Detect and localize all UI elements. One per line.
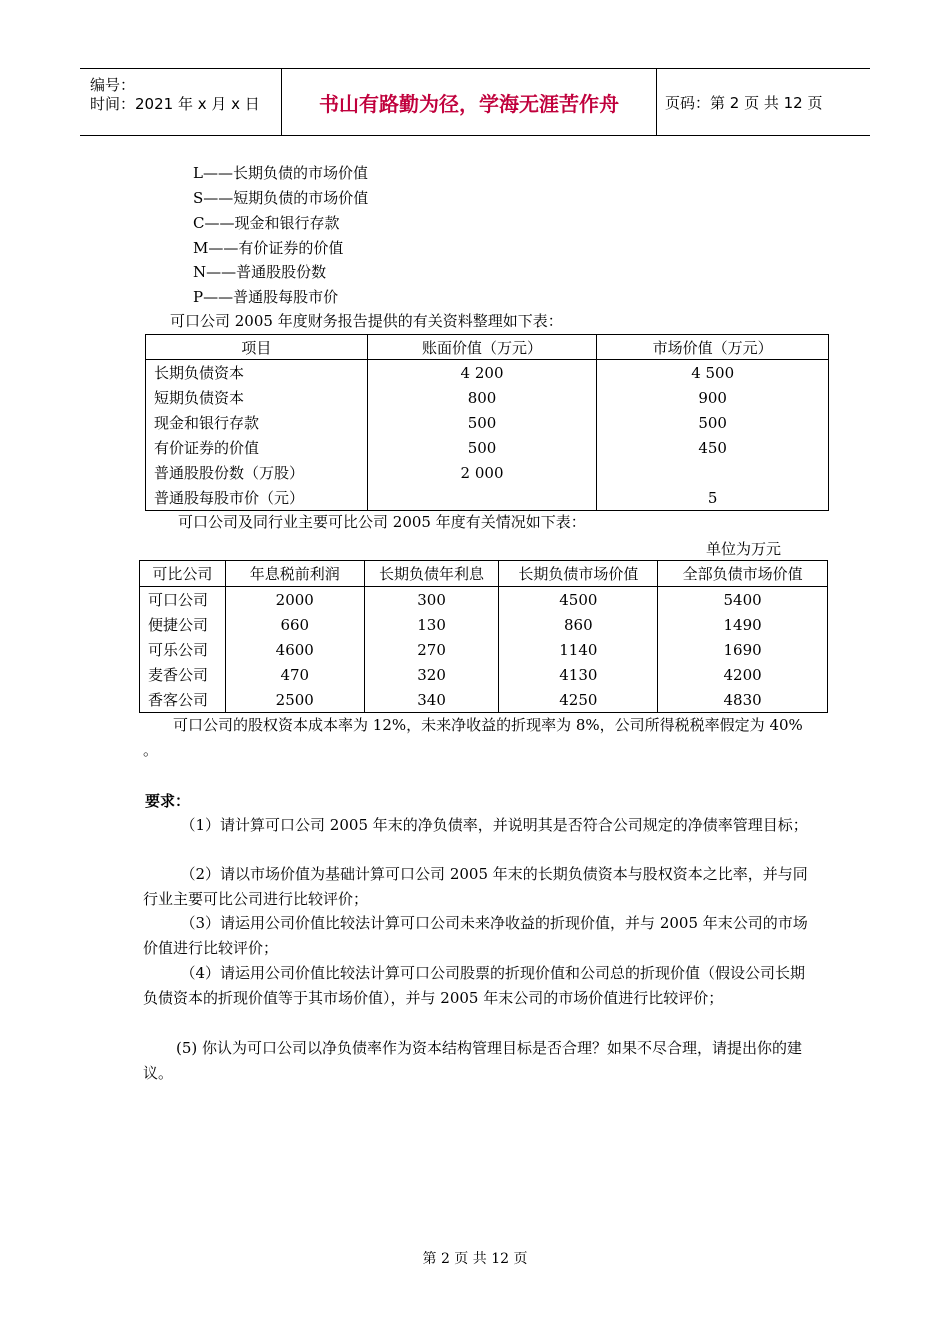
total-debt-value: 4200 [658,662,828,687]
book-value: 800 [367,385,597,410]
requirement-item: （2）请以市场价值为基础计算可口公司 2005 年末的长期负债资本与股权资本之比率，并与同行业主要可比公司进行比较评价； [143,865,808,908]
table-row [146,385,829,410]
financial-data-table [145,334,829,511]
company-name: 可口公司 [140,587,226,613]
table-header-row [146,335,829,360]
requirement-item: （3）请运用公司价值比较法计算可口公司未来净收益的折现价值，并与 2005 年末公司的市场价值进行比较评价； [143,914,808,957]
row-label: 有价证券的价值 [146,435,368,460]
company-name: 可乐公司 [140,637,226,662]
interest-value: 320 [364,662,499,687]
table-row [146,410,829,435]
intro-table1: 可口公司 2005 年度财务报告提供的有关资料整理如下表： [170,312,563,330]
market-value [597,460,829,485]
total-debt-value: 1490 [658,612,828,637]
column-header: 项目 [146,335,368,360]
definition-item: C——现金和银行存款 [193,214,340,232]
interest-value: 130 [364,612,499,637]
comparable-companies-table [139,560,828,713]
row-label: 普通股股份数（万股） [146,460,368,485]
header-motto: 书山有路勤为径，学海无涯苦作舟 [282,69,657,135]
column-header: 年息税前利润 [225,561,364,587]
table-row [140,687,828,713]
book-value: 500 [367,435,597,460]
table-row [140,612,828,637]
ebit-value: 2000 [225,587,364,613]
interest-value: 270 [364,637,499,662]
total-debt-value: 1690 [658,637,828,662]
book-value: 500 [367,410,597,435]
total-debt-value: 4830 [658,687,828,713]
company-name: 便捷公司 [140,612,226,637]
column-header: 长期负债市场价值 [499,561,658,587]
row-label: 现金和银行存款 [146,410,368,435]
table-row [140,662,828,687]
book-value [367,485,597,511]
page-header [80,68,870,136]
company-name: 麦香公司 [140,662,226,687]
row-label: 普通股每股市价（元） [146,485,368,511]
row-label: 长期负债资本 [146,360,368,386]
table-row [146,485,829,511]
definition-item: L——长期负债的市场价值 [193,164,368,182]
market-value: 500 [597,410,829,435]
definition-item: S——短期负债的市场价值 [193,189,369,207]
ltd-market-value: 1140 [499,637,658,662]
market-value: 450 [597,435,829,460]
company-name: 香客公司 [140,687,226,713]
market-value: 5 [597,485,829,511]
book-value: 2 000 [367,460,597,485]
table-row [146,460,829,485]
requirement-item: (5) 你认为可口公司以净负债率作为资本结构管理目标是否合理？如果不尽合理，请提出你的建议。 [143,1039,803,1082]
ebit-value: 2500 [225,687,364,713]
time-label: 时间：2021 年 x 月 x 日 [90,95,260,113]
ebit-value: 4600 [225,637,364,662]
ltd-market-value: 4250 [499,687,658,713]
intro-table2: 可口公司及同行业主要可比公司 2005 年度有关情况如下表： [178,513,586,531]
column-header: 市场价值（万元） [597,335,829,360]
ebit-value: 470 [225,662,364,687]
column-header: 全部负债市场价值 [658,561,828,587]
column-header: 长期负债年利息 [364,561,499,587]
interest-value: 340 [364,687,499,713]
book-value: 4 200 [367,360,597,386]
market-value: 900 [597,385,829,410]
ebit-value: 660 [225,612,364,637]
table-row [146,360,829,386]
requirements-title: 要求： [145,792,191,810]
requirement-item: （4）请运用公司价值比较法计算可口公司股票的折现价值和公司总的折现价值（假设公司长期负债资本的折现价值等于其市场价值），并与 2005 年末公司的市场价值进行比较评价； [143,964,806,1007]
header-meta [80,69,282,135]
ltd-market-value: 860 [499,612,658,637]
page-footer: 第 2 页 共 12 页 [422,1251,528,1267]
ltd-market-value: 4130 [499,662,658,687]
row-label: 短期负债资本 [146,385,368,410]
ltd-market-value: 4500 [499,587,658,613]
requirement-item: （1）请计算可口公司 2005 年末的净负债率，并说明其是否符合公司规定的净债率管理目标； [180,816,808,834]
definition-item: P——普通股每股市价 [193,288,339,306]
total-debt-value: 5400 [658,587,828,613]
table-row [146,435,829,460]
header-page-info: 页码：第 2 页 共 12 页 [665,93,823,112]
interest-value: 300 [364,587,499,613]
assumption-note: 可口公司的股权资本成本率为 12%，未来净收益的折现率为 8%，公司所得税税率假定为 40% 。 [143,716,803,759]
market-value: 4 500 [597,360,829,386]
column-header: 账面价值（万元） [367,335,597,360]
column-header: 可比公司 [140,561,226,587]
table-header-row [140,561,828,587]
definition-item: M——有价证券的价值 [193,239,344,257]
table-row [140,637,828,662]
table-row [140,587,828,613]
number-label: 编号： [90,76,136,94]
unit-note: 单位为万元 [706,540,782,558]
definition-item: N——普通股股份数 [193,263,327,281]
